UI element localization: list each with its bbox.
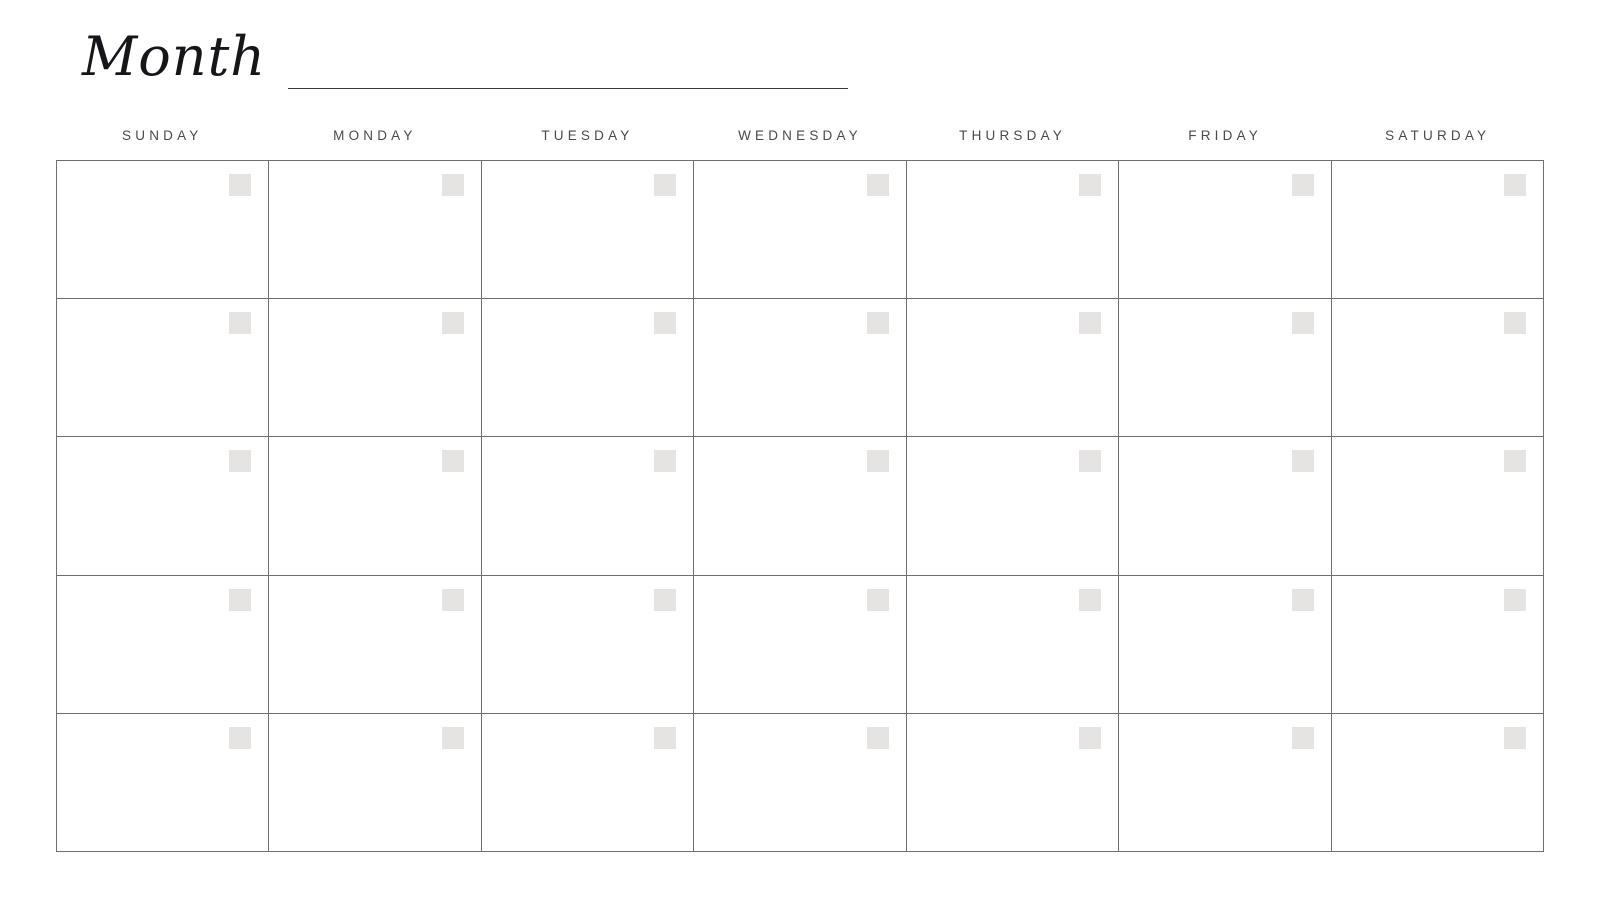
calendar-day-cell[interactable] [907,714,1119,852]
date-number-label [654,450,676,472]
calendar-day-cell[interactable] [1332,161,1544,299]
date-number-label [229,450,251,472]
calendar-day-cell[interactable] [482,161,694,299]
date-number-label [229,174,251,196]
calendar-day-cell[interactable] [57,299,269,437]
date-number-label [229,727,251,749]
date-number-label [1504,589,1526,611]
calendar-grid [56,160,1544,852]
calendar-day-cell[interactable] [57,714,269,852]
date-number-label [442,174,464,196]
calendar-day-cell[interactable] [57,161,269,299]
calendar-header [56,18,1544,114]
calendar-day-cell[interactable] [907,299,1119,437]
calendar-day-cell[interactable] [1119,437,1331,575]
calendar-day-cell[interactable] [1332,437,1544,575]
calendar-day-cell[interactable] [482,437,694,575]
calendar-day-cell[interactable] [1332,576,1544,714]
calendar-day-cell[interactable] [694,161,906,299]
date-number-label [1292,312,1314,334]
date-number-label [654,312,676,334]
calendar-day-cell[interactable] [1119,161,1331,299]
weekday-label-thursday: THURSDAY [959,128,1066,143]
calendar-day-cell[interactable] [1119,299,1331,437]
date-number-label [1079,450,1101,472]
date-number-label [1504,312,1526,334]
calendar-day-cell[interactable] [269,437,481,575]
calendar-day-cell[interactable] [57,576,269,714]
date-number-label [1292,174,1314,196]
date-number-label [1079,589,1101,611]
calendar-day-cell[interactable] [694,299,906,437]
date-number-label [442,450,464,472]
month-name-write-in-line[interactable] [288,88,848,89]
weekday-label-friday: FRIDAY [1188,128,1262,143]
weekday-label-wednesday: WEDNESDAY [738,128,862,143]
calendar-day-cell[interactable] [694,437,906,575]
date-number-label [442,589,464,611]
calendar-day-cell[interactable] [1332,714,1544,852]
date-number-label [654,589,676,611]
weekday-label-sunday: SUNDAY [122,128,203,143]
date-number-label [1504,174,1526,196]
date-number-label [229,589,251,611]
date-number-label [442,312,464,334]
date-number-label [1292,589,1314,611]
calendar-day-cell[interactable] [907,161,1119,299]
date-number-label [229,312,251,334]
calendar-day-cell[interactable] [269,299,481,437]
date-number-label [867,312,889,334]
date-number-label [867,589,889,611]
weekday-label-tuesday: TUESDAY [541,128,634,143]
date-number-label [654,727,676,749]
calendar-day-cell[interactable] [907,437,1119,575]
date-number-label [1079,727,1101,749]
calendar-day-cell[interactable] [694,714,906,852]
page-title: Month [82,25,267,88]
date-number-label [442,727,464,749]
date-number-label [1504,450,1526,472]
date-number-label [1292,450,1314,472]
date-number-label [867,727,889,749]
date-number-label [1292,727,1314,749]
date-number-label [867,450,889,472]
date-number-label [654,174,676,196]
calendar-day-cell[interactable] [1119,714,1331,852]
calendar-day-cell[interactable] [694,576,906,714]
date-number-label [1079,174,1101,196]
calendar-day-cell[interactable] [1119,576,1331,714]
calendar-day-cell[interactable] [57,437,269,575]
weekday-label-saturday: SATURDAY [1385,128,1491,143]
weekday-header-row [56,128,1544,153]
calendar-day-cell[interactable] [482,714,694,852]
calendar-day-cell[interactable] [269,714,481,852]
calendar-day-cell[interactable] [907,576,1119,714]
date-number-label [1079,312,1101,334]
calendar-day-cell[interactable] [269,576,481,714]
calendar-day-cell[interactable] [482,576,694,714]
weekday-label-monday: MONDAY [333,128,417,143]
date-number-label [867,174,889,196]
calendar-day-cell[interactable] [269,161,481,299]
calendar-day-cell[interactable] [482,299,694,437]
date-number-label [1504,727,1526,749]
calendar-day-cell[interactable] [1332,299,1544,437]
